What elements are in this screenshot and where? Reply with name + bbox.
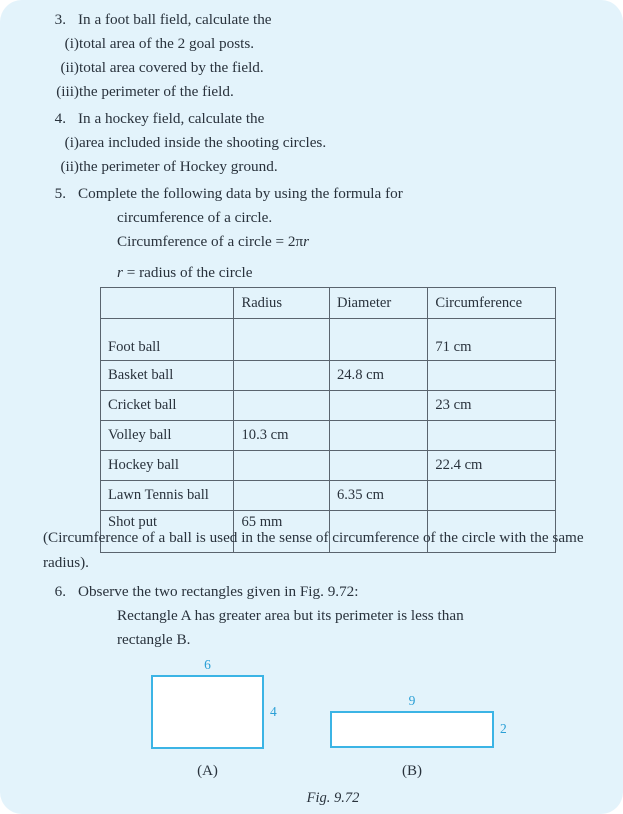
row-circumference-foot-ball: 71 cm [428,319,556,361]
radius-definition-text: = radius of the circle [122,264,253,281]
rectangle-a-caption: (A) [197,763,218,779]
row-diameter-lawn-tennis-ball: 6.35 cm [329,481,427,511]
rectangle-b-height-label: 2 [500,721,507,736]
question-3-subitem-text-ii: total area covered by the field. [79,59,264,76]
question-3-subitem [0,80,623,104]
question-6-line-3: rectangle B. [117,631,191,648]
row-diameter-foot-ball[interactable] [329,319,427,361]
question-4-subitem-marker-ii: (ii) [60,158,79,175]
question-4-stem: In a hockey field, calculate the [78,110,265,127]
row-radius-lawn-tennis-ball[interactable] [234,481,329,511]
question-6-line-2: Rectangle A has greater area but its perimeter is less than [117,607,464,624]
table-row [101,421,556,451]
table-row [101,391,556,421]
row-diameter-cricket-ball[interactable] [329,391,427,421]
row-radius-hockey-ball[interactable] [234,451,329,481]
rectangle-a-width-label: 6 [204,657,211,672]
row-label-lawn-tennis-ball: Lawn Tennis ball [101,481,234,511]
question-5-formula [117,230,623,254]
rectangle-a-height-label: 4 [270,704,277,719]
row-circumference-cricket-ball: 23 cm [428,391,556,421]
row-diameter-basket-ball: 24.8 cm [329,361,427,391]
radius-variable-r: r [117,264,123,281]
table-header-blank [101,288,234,319]
question-5 [0,182,623,285]
row-label-hockey-ball: Hockey ball [101,451,234,481]
row-diameter-hockey-ball[interactable] [329,451,427,481]
table-row [101,361,556,391]
row-radius-volley-ball: 10.3 cm [234,421,329,451]
table-header-circumference: Circumference [428,288,556,319]
question-3-stem-line [0,8,623,32]
circumference-data-table [100,287,556,553]
rectangle-b-shape [330,711,494,748]
formula-variable-r: r [303,233,310,250]
table-row [101,481,556,511]
circumference-note: (Circumference of a ball is used in the sense of circumference of the circle with the same radius). [43,529,584,571]
question-5-number: 5. [54,185,66,202]
row-label-foot-ball: Foot ball [101,319,234,361]
question-3-subitem-marker-i: (i) [64,35,79,52]
question-4-subitem-text-i: area included inside the shooting circles. [79,134,327,151]
question-4-subitem-text-ii: the perimeter of Hockey ground. [79,158,278,175]
row-circumference-volley-ball[interactable] [428,421,556,451]
question-3 [0,8,623,104]
question-3-number: 3. [54,11,66,28]
row-label-volley-ball: Volley ball [101,421,234,451]
question-6-number: 6. [54,583,66,600]
table-row [101,319,556,361]
row-label-basket-ball: Basket ball [101,361,234,391]
table-header-diameter: Diameter [329,288,427,319]
question-6-line-1: Observe the two rectangles given in Fig. 9.72: [78,583,359,600]
question-3-stem: In a foot ball field, calculate the [78,11,272,28]
rectangle-a-shape [151,675,264,749]
figure-caption: Fig. 9.72 [306,790,360,806]
question-3-subitem-text-i: total area of the 2 goal posts. [79,35,255,52]
row-label-cricket-ball: Cricket ball [101,391,234,421]
table-header-radius: Radius [234,288,329,319]
question-4 [0,107,623,179]
figure-9-72 [0,650,623,814]
rectangle-b-caption: (B) [402,763,422,779]
question-4-stem-line [0,107,623,131]
question-5-radius-definition [117,261,623,285]
question-4-subitem [0,131,623,155]
question-6-stem-line [0,580,623,604]
question-4-subitem [0,155,623,179]
row-radius-shot-put: 65 mm [234,511,329,553]
table-header-row [101,288,556,319]
question-5-line-2: circumference of a circle. [117,209,273,226]
formula-prefix: Circumference of a circle = 2π [117,233,304,250]
row-label-shot-put: Shot put [101,511,234,553]
row-radius-basket-ball[interactable] [234,361,329,391]
question-3-subitem-marker-ii: (ii) [60,59,79,76]
row-diameter-volley-ball[interactable] [329,421,427,451]
row-circumference-hockey-ball: 22.4 cm [428,451,556,481]
question-5-line-1: Complete the following data by using the formula for [78,185,403,202]
row-circumference-lawn-tennis-ball[interactable] [428,481,556,511]
question-5-stem-line [0,182,623,206]
question-4-subitem-marker-i: (i) [64,134,79,151]
table-row [101,451,556,481]
row-circumference-basket-ball[interactable] [428,361,556,391]
row-radius-cricket-ball[interactable] [234,391,329,421]
question-3-subitem-marker-iii: (iii) [56,83,79,100]
rectangle-b-width-label: 9 [408,693,416,708]
row-radius-foot-ball[interactable] [234,319,329,361]
question-3-subitem [0,32,623,56]
question-6 [0,580,623,652]
question-3-subitem [0,56,623,80]
question-4-number: 4. [54,110,66,127]
question-3-subitem-text-iii: the perimeter of the field. [79,83,234,100]
